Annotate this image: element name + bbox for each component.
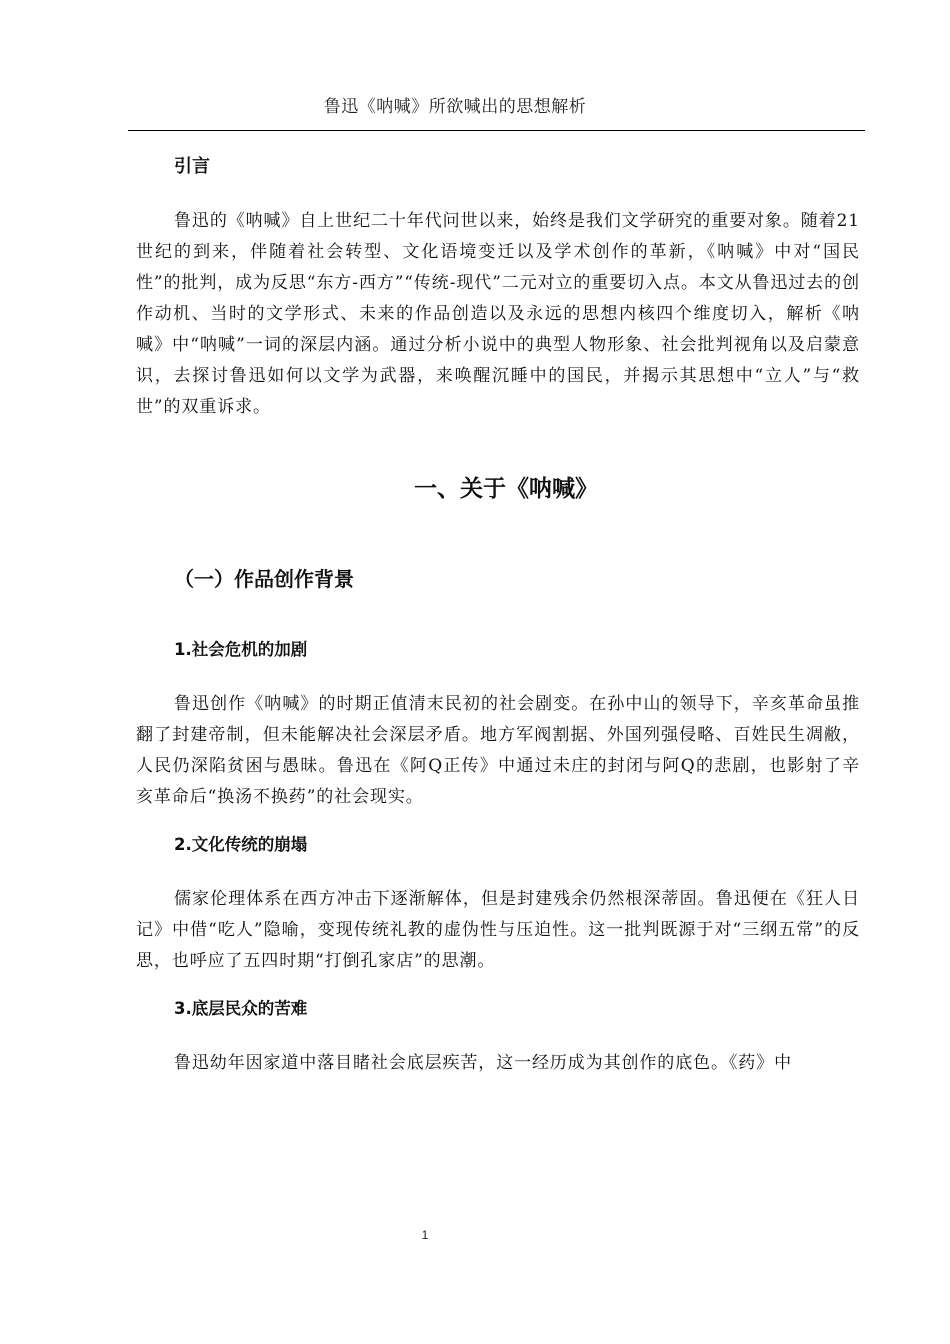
subsection-title-2: 2.文化传统的崩塌 — [174, 835, 308, 854]
spacer — [136, 1024, 860, 1048]
introduction-heading: 引言 — [174, 156, 210, 177]
page-body — [136, 150, 860, 1079]
section-title: （一）作品创作背景 — [174, 567, 354, 591]
header-rule — [128, 130, 865, 131]
spacer — [136, 665, 860, 689]
subsection-paragraph-1: 鲁迅创作《呐喊》的时期正值清末民初的社会剧变。在孙中山的领导下，辛亥革命虽推翻了封建帝制，但未能解决社会深层矛盾。地方军阀割据、外国列强侵略、百姓民生凋敝，人民仍深陷贫困与愚昧。鲁迅在《阿Q正传》中通过未庄的封闭与阿Q的悲剧，也影射了辛亥革命后“换汤不换药”的社会现实。 — [136, 694, 860, 807]
spacer — [136, 860, 860, 884]
subsection-paragraph-3: 鲁迅幼年因家道中落目睹社会底层疾苦，这一经历成为其创作的底色。《药》中 — [174, 1053, 792, 1073]
page-number: 1 — [421, 1228, 429, 1242]
introduction-paragraph: 鲁迅的《呐喊》自上世纪二十年代问世以来，始终是我们文学研究的重要对象。随着21世纪的到来，伴随着社会转型、文化语境变迁以及学术创作的革新，《呐喊》中对“国民性”的批判，成为反思“东方-西方”“传统-现代”二元对立的重要切入点。本文从鲁迅过去的创作动机、当时的文学形式、未来的作品创造以及永远的思想内核四个维度切入，解析《呐喊》中“呐喊”一词的深层内涵。通过分析小说中的典型人物形象、社会批判视角以及启蒙意识，去探讨鲁迅如何以文学为武器，来唤醒沉睡中的国民，并揭示其思想中“立人”与“救世”的双重诉求。 — [136, 211, 860, 417]
chapter-title: 一、关于《呐喊》 — [414, 476, 598, 502]
subsection-title-1: 1.社会危机的加剧 — [174, 640, 308, 659]
subsection-title-3: 3.底层民众的苦难 — [174, 999, 308, 1018]
running-header: 鲁迅《呐喊》所欲喊出的思想解析 — [323, 97, 587, 117]
spacer — [136, 184, 860, 206]
subsection-paragraph-2: 儒家伦理体系在西方冲击下逐渐解体，但是封建残余仍然根深蒂固。鲁迅便在《狂人日记》中借“吃人”隐喻，变现传统礼教的虚伪性与压迫性。这一批判既源于对“三纲五常”的反思，也呼应了五四时期“打倒孔家店”的思潮。 — [136, 889, 860, 971]
